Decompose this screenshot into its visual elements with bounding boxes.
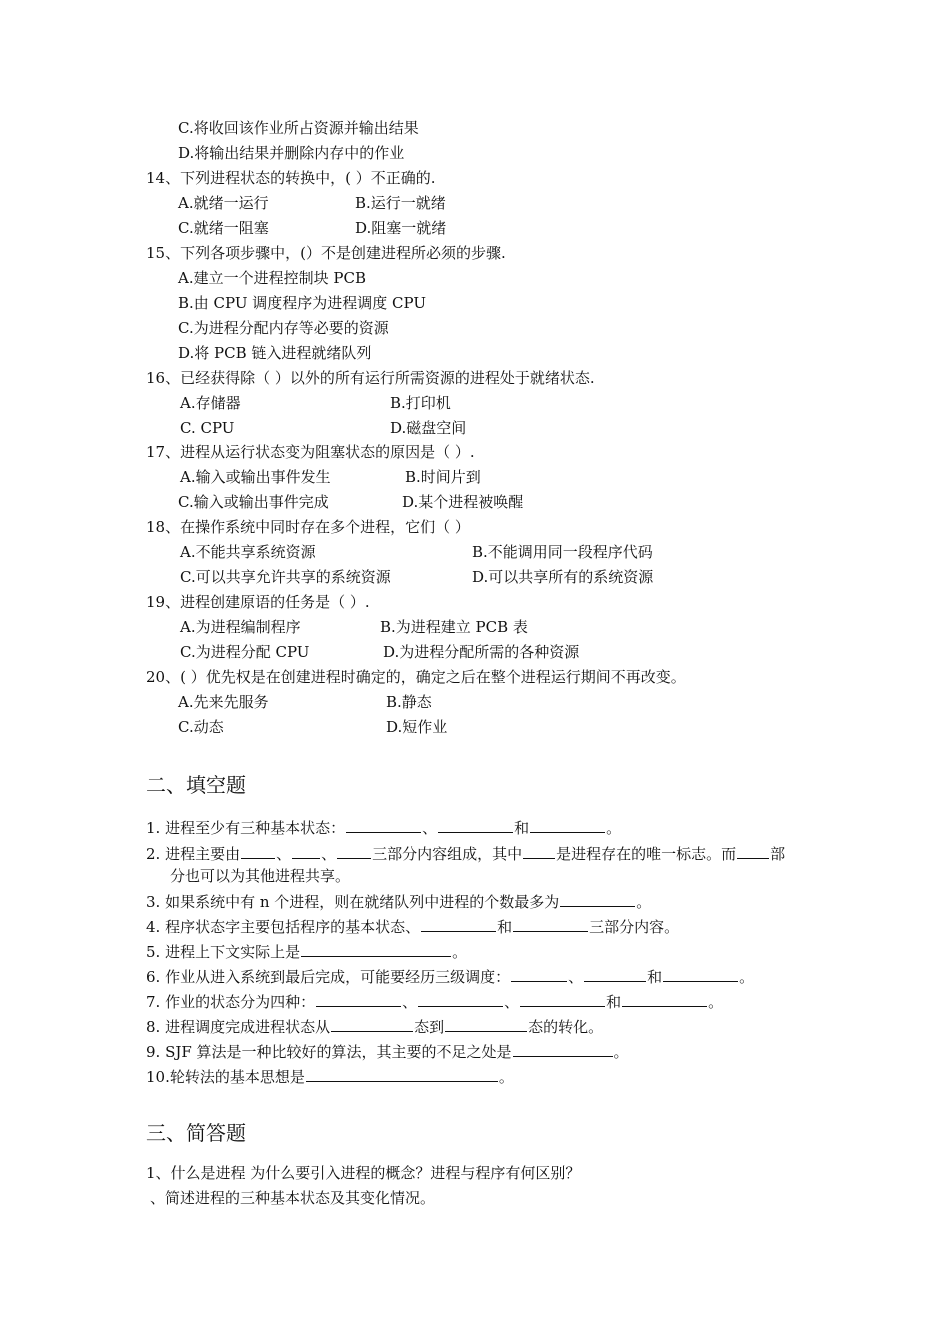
option-18c: C.可以共享允许共享的系统资源 (180, 568, 391, 586)
fill-item-6: 6. 作业从进入系统到最后完成，可能要经历三级调度： 、 和 。 (146, 965, 754, 987)
fill-item-2: 2. 进程主要由 、 、 三部分内容组成，其中 是进程存在的唯一标志。而 部 (146, 842, 785, 864)
option-13d: D.将输出结果并删除内存中的作业 (178, 144, 405, 162)
answer-blank[interactable] (584, 965, 646, 982)
option-16d: D.磁盘空间 (390, 419, 467, 437)
option-19c: C.为进程分配 CPU (180, 643, 310, 661)
option-17b: B.时间片到 (405, 468, 481, 486)
fill-item-5: 5. 进程上下文实际上是 。 (146, 940, 467, 962)
answer-blank[interactable] (438, 816, 513, 833)
option-20b: B.静态 (386, 693, 432, 711)
answer-blank[interactable] (445, 1015, 527, 1032)
answer-blank[interactable] (418, 990, 503, 1007)
option-15a: A.建立一个进程控制块 PCB (178, 269, 366, 287)
option-14b: B.运行一就绪 (355, 194, 446, 212)
section3-title: 三、简答题 (146, 1121, 246, 1145)
option-18a: A.不能共享系统资源 (180, 543, 316, 561)
answer-blank[interactable] (306, 1065, 498, 1082)
option-20a: A.先来先服务 (178, 693, 269, 711)
question-18: 18、在操作系统中同时存在多个进程，它们（ ） (146, 518, 470, 536)
answer-blank[interactable] (520, 990, 605, 1007)
question-16: 16、已经获得除（ ）以外的所有运行所需资源的进程处于就绪状态. (146, 369, 595, 387)
option-14a: A.就绪一运行 (178, 194, 269, 212)
option-17a: A.输入或输出事件发生 (180, 468, 331, 486)
answer-blank[interactable] (337, 842, 371, 859)
answer-blank[interactable] (241, 842, 275, 859)
option-13c: C.将收回该作业所占资源并输出结果 (178, 119, 419, 137)
answer-blank[interactable] (622, 990, 707, 1007)
fill-item-4: 4. 程序状态字主要包括程序的基本状态、 和 三部分内容。 (146, 915, 679, 937)
answer-blank[interactable] (513, 915, 588, 932)
option-18b: B.不能调用同一段程序代码 (472, 543, 653, 561)
section2-title: 二、填空题 (146, 773, 246, 797)
fill-item-3: 3. 如果系统中有 n 个进程，则在就绪队列中进程的个数最多为 。 (146, 890, 651, 912)
option-15c: C.为进程分配内存等必要的资源 (178, 319, 389, 337)
short-answer-1: 1、什么是进程 为什么要引入进程的概念？进程与程序有何区别？ (146, 1164, 581, 1182)
option-20d: D.短作业 (386, 718, 448, 736)
answer-blank[interactable] (421, 915, 496, 932)
option-19d: D.为进程分配所需的各种资源 (383, 643, 580, 661)
answer-blank[interactable] (513, 1040, 613, 1057)
answer-blank[interactable] (523, 842, 555, 859)
question-17: 17、进程从运行状态变为阻塞状态的原因是（ ）. (146, 443, 475, 461)
option-14d: D.阻塞一就绪 (355, 219, 447, 237)
fill-item-8: 8. 进程调度完成进程状态从 态到 态的转化。 (146, 1015, 603, 1037)
option-19a: A.为进程编制程序 (180, 618, 301, 636)
question-20: 20、( ）优先权是在创建进程时确定的，确定之后在整个进程运行期间不再改变。 (146, 668, 686, 686)
question-19: 19、进程创建原语的任务是（ ）. (146, 593, 370, 611)
fill-item-7: 7. 作业的状态分为四种： 、 、 和 。 (146, 990, 723, 1012)
fill-item-2-continuation: 分也可以为其他进程共享。 (170, 867, 351, 885)
fill-item-10: 10.轮转法的基本思想是 。 (146, 1065, 514, 1087)
answer-blank[interactable] (301, 940, 451, 957)
option-16b: B.打印机 (390, 394, 451, 412)
option-17c: C.输入或输出事件完成 (178, 493, 329, 511)
option-15b: B.由 CPU 调度程序为进程调度 CPU (178, 294, 426, 312)
question-15: 15、下列各项步骤中，(）不是创建进程所必须的步骤. (146, 244, 506, 262)
answer-blank[interactable] (560, 890, 635, 907)
fill-item-1: 1. 进程至少有三种基本状态： 、 和 。 (146, 816, 621, 838)
option-20c: C.动态 (178, 718, 224, 736)
answer-blank[interactable] (663, 965, 738, 982)
option-17d: D.某个进程被唤醒 (402, 493, 524, 511)
answer-blank[interactable] (346, 816, 421, 833)
option-16c: C. CPU (180, 419, 235, 437)
option-16a: A.存储器 (180, 394, 241, 412)
answer-blank[interactable] (511, 965, 567, 982)
question-14: 14、下列进程状态的转换中，( ）不正确的. (146, 169, 436, 187)
option-18d: D.可以共享所有的系统资源 (472, 568, 654, 586)
answer-blank[interactable] (331, 1015, 413, 1032)
answer-blank[interactable] (737, 842, 769, 859)
option-14c: C.就绪一阻塞 (178, 219, 269, 237)
answer-blank[interactable] (530, 816, 605, 833)
fill-item-9: 9. SJF 算法是一种比较好的算法，其主要的不足之处是 。 (146, 1040, 629, 1062)
answer-blank[interactable] (316, 990, 401, 1007)
answer-blank[interactable] (292, 842, 320, 859)
option-15d: D.将 PCB 链入进程就绪队列 (178, 344, 372, 362)
short-answer-2: 、简述进程的三种基本状态及其变化情况。 (150, 1189, 436, 1207)
option-19b: B.为进程建立 PCB 表 (380, 618, 528, 636)
